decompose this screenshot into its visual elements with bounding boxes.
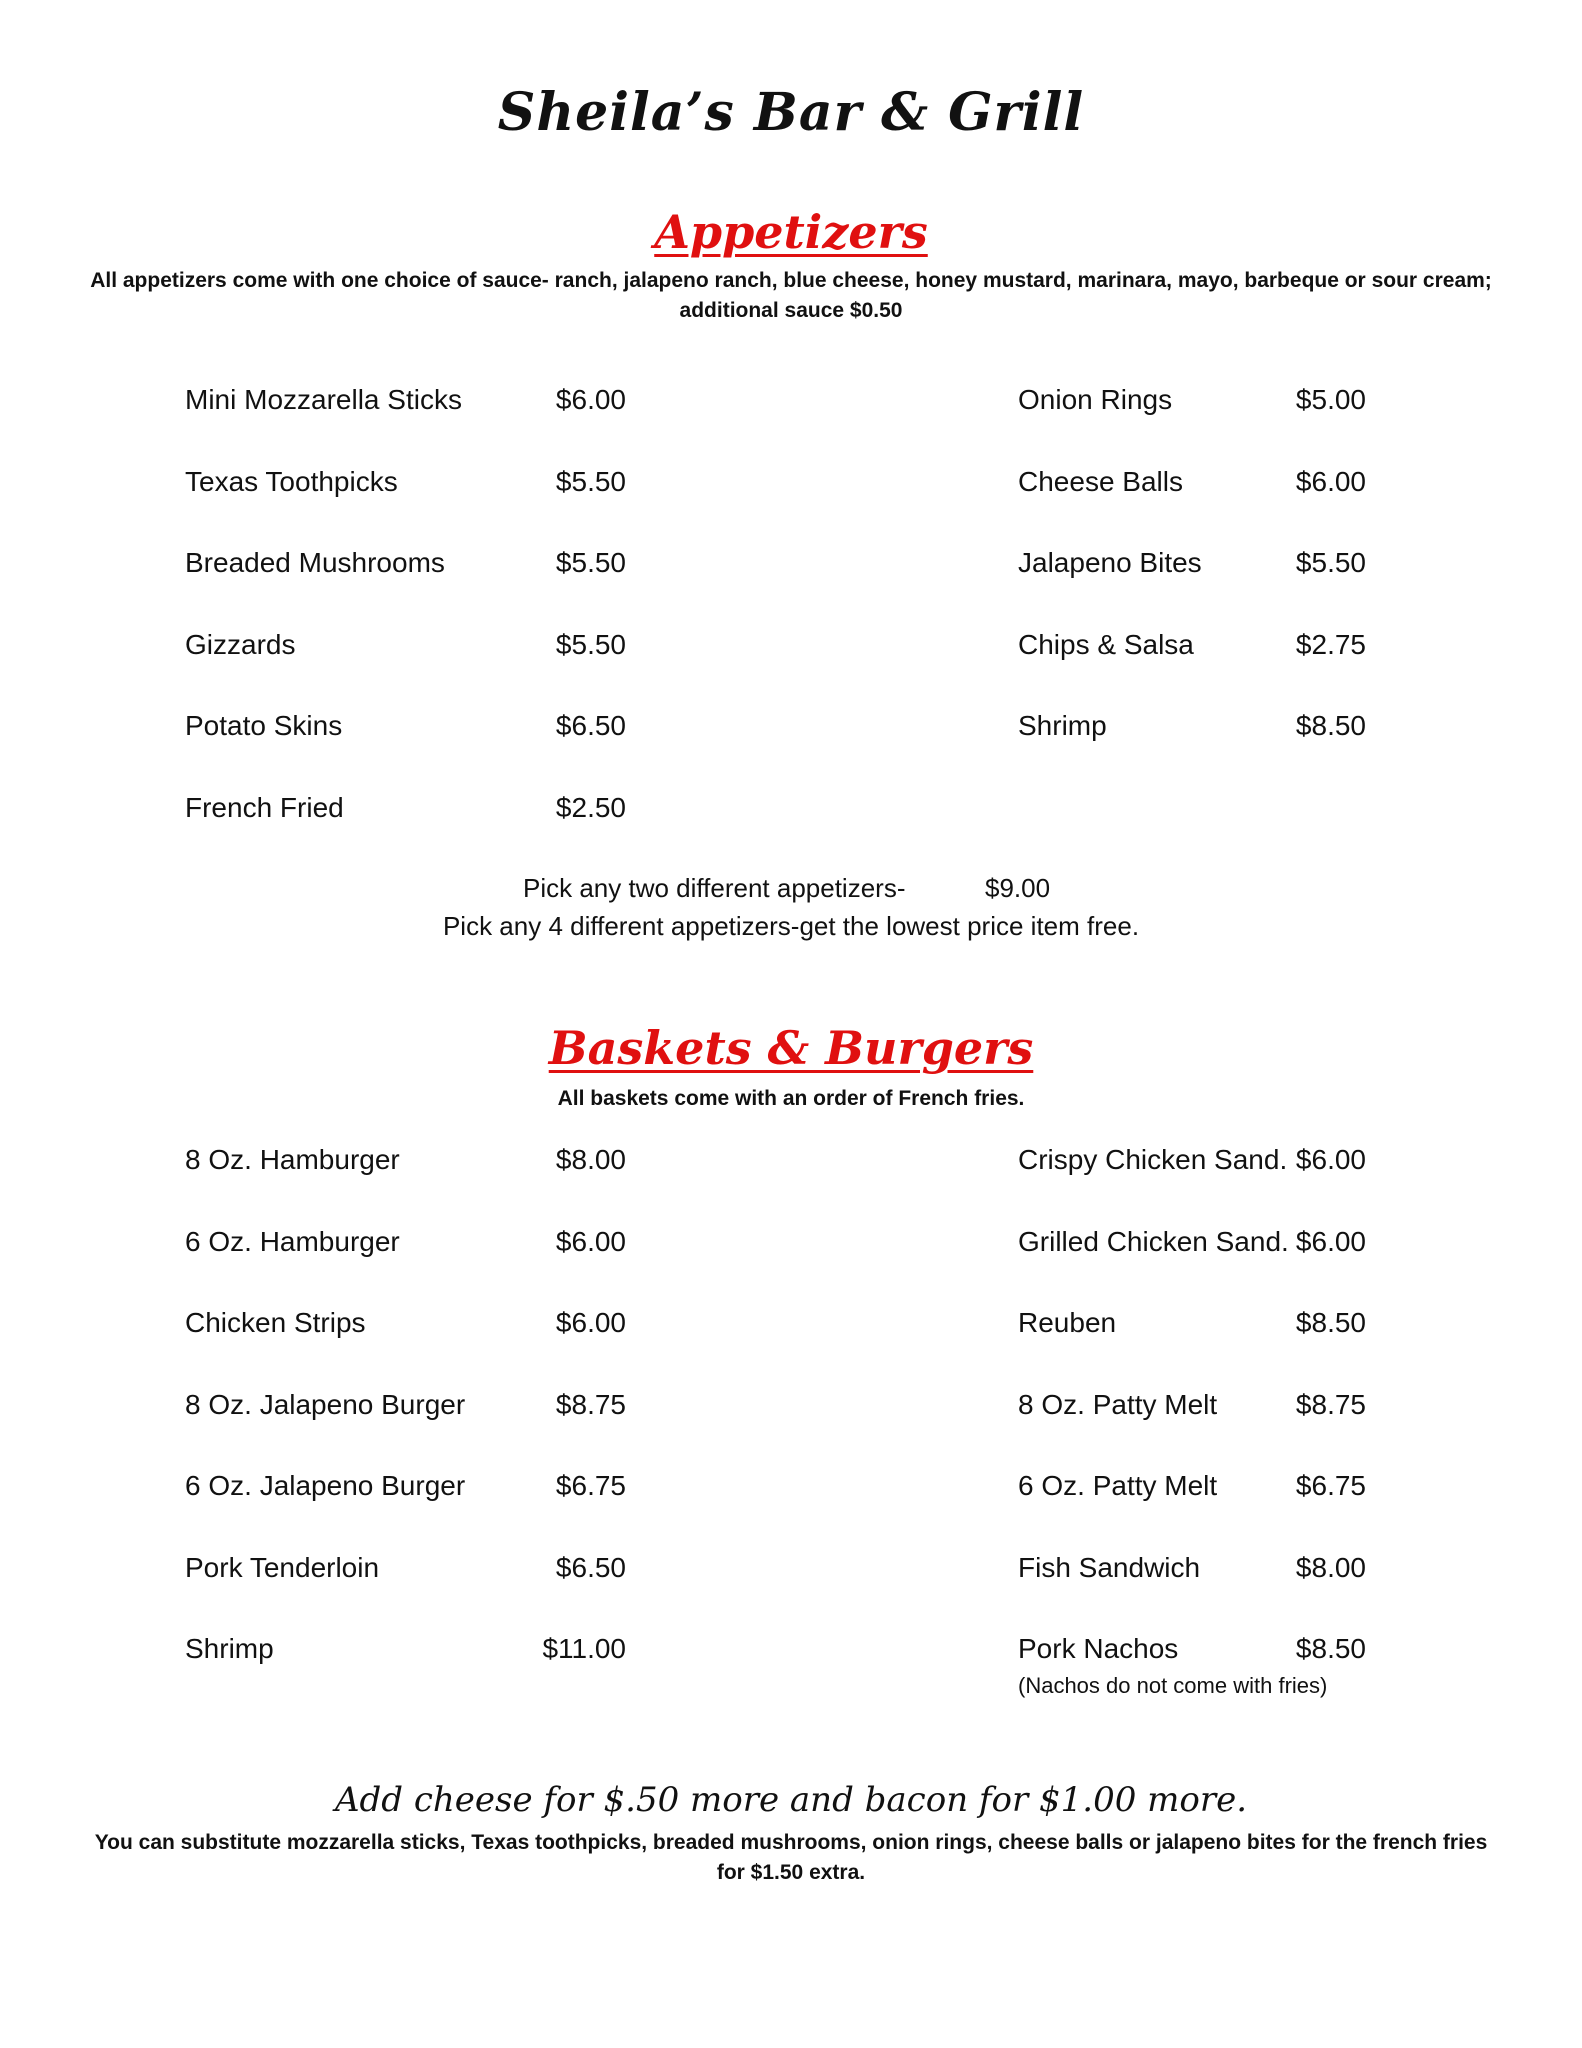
menu-item-name: Fish Sandwich — [1018, 1551, 1201, 1583]
appetizers-heading: Appetizers — [654, 205, 928, 259]
menu-item-name: Chicken Strips — [185, 1307, 366, 1338]
menu-item-price: $5.50 — [555, 547, 626, 578]
menu-item-name: Cheese Balls — [1018, 465, 1183, 497]
menu-item-name: Texas Toothpicks — [185, 465, 398, 497]
menu-item-price: $8.75 — [1295, 1388, 1366, 1420]
addon-note: Add cheese for $.50 more and bacon for $1.00 more. — [334, 1780, 1248, 1820]
menu-item-name: 6 Oz. Jalapeno Burger — [185, 1470, 466, 1501]
menu-item-price: $8.00 — [555, 1144, 626, 1175]
menu-item-name: 8 Oz. Hamburger — [185, 1144, 400, 1175]
substitute-note: You can substitute mozzarella sticks, Texas toothpicks, breaded mushrooms, onion rings, cheese balls or jalapeno bites for the french fries for $1.50 extra. — [94, 1831, 1488, 1884]
menu-item-name: Shrimp — [1018, 710, 1107, 741]
menu-item-price: $6.50 — [555, 1551, 626, 1583]
menu-item-name: 6 Oz. Patty Melt — [1018, 1470, 1218, 1501]
menu-item-price: $6.00 — [1295, 1225, 1366, 1257]
menu-item-name: Jalapeno Bites — [1018, 547, 1202, 578]
baskets-note: All baskets come with an order of French fries. — [557, 1087, 1025, 1110]
menu-item-price: $2.75 — [1295, 628, 1366, 660]
menu-item-name: Breaded Mushrooms — [185, 547, 445, 578]
menu-item-price: $5.50 — [555, 628, 626, 660]
baskets-heading: Baskets & Burgers — [548, 1021, 1034, 1075]
menu-item-price: $8.50 — [1295, 710, 1366, 741]
promo-two-price: $9.00 — [985, 873, 1051, 903]
menu-item-price: $6.50 — [555, 710, 626, 741]
menu-item-name: 8 Oz. Patty Melt — [1018, 1388, 1218, 1420]
menu-item-name: Reuben — [1018, 1307, 1117, 1338]
menu-item-price: $2.50 — [555, 791, 626, 823]
menu-item-price: $6.00 — [1295, 1144, 1366, 1175]
menu-item-name: Potato Skins — [185, 710, 343, 741]
menu-item-price: $5.00 — [1295, 384, 1366, 415]
menu-item-price: $11.00 — [542, 1633, 626, 1664]
menu-item-name: Shrimp — [185, 1633, 274, 1664]
menu-item-name: 6 Oz. Hamburger — [185, 1225, 400, 1257]
menu-item-price: $6.75 — [555, 1470, 626, 1501]
menu-item-name: Chips & Salsa — [1018, 628, 1194, 660]
menu-item-name: Grilled Chicken Sand. — [1018, 1225, 1289, 1257]
menu-item-price: $8.00 — [1295, 1551, 1366, 1583]
menu-item-price: $6.00 — [555, 384, 626, 415]
menu-item-price: $8.50 — [1295, 1307, 1366, 1338]
promo-four: Pick any 4 different appetizers-get the lowest price item free. — [442, 911, 1140, 941]
nachos-note: (Nachos do not come with fries) — [1018, 1673, 1328, 1698]
menu-item-name: Crispy Chicken Sand. — [1018, 1144, 1288, 1175]
menu-item-price: $6.00 — [555, 1307, 626, 1338]
menu-item-price: $8.50 — [1295, 1633, 1366, 1664]
menu-item-name: Pork Nachos — [1018, 1633, 1179, 1664]
restaurant-title: Sheila’s Bar & Grill — [497, 82, 1085, 143]
menu-item-price: $6.00 — [1295, 465, 1366, 497]
menu-item-name: Mini Mozzarella Sticks — [185, 384, 462, 415]
menu-item-name: Pork Tenderloin — [185, 1551, 380, 1583]
menu-item-name: French Fried — [185, 791, 344, 823]
menu-item-price: $5.50 — [1295, 547, 1366, 578]
appetizers-note: All appetizers come with one choice of sauce- ranch, jalapeno ranch, blue cheese, honey mustard, marinara, mayo, barbeque or sour cream; additional sauce $0.50 — [90, 269, 1492, 322]
promo-two-label: Pick any two different appetizers- — [523, 873, 906, 903]
menu-item-name: Onion Rings — [1018, 384, 1173, 415]
menu-item-price: $6.75 — [1295, 1470, 1366, 1501]
menu-item-name: 8 Oz. Jalapeno Burger — [185, 1388, 466, 1420]
menu-item-price: $8.75 — [555, 1388, 626, 1420]
menu-item-price: $5.50 — [555, 465, 626, 497]
menu-item-name: Gizzards — [185, 628, 296, 660]
menu-item-price: $6.00 — [555, 1225, 626, 1257]
